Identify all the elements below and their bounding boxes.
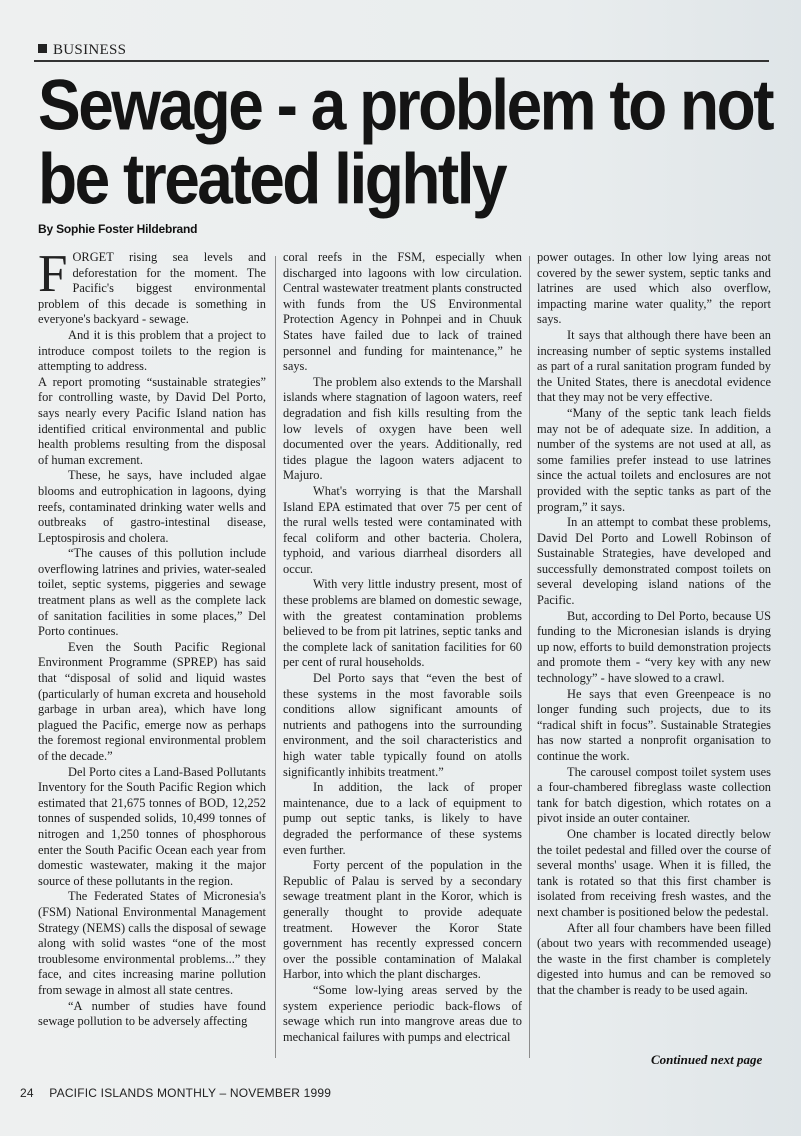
article-column-3 <box>537 250 771 999</box>
paragraph-text: “Some low-lying areas served by the system experience periodic back-flows of sewage which run into mangrove areas due to mechanical failures with pumps and electrical <box>283 982 522 1044</box>
paragraph-text: But, according to Del Porto, because US funding to the Micronesian islands is drying up now, efforts to build demonstration projects and promote them - “very key with any new technology” - have slowed to a crawl. <box>537 608 771 686</box>
article-paragraph <box>537 827 771 921</box>
article-paragraph <box>283 983 522 1045</box>
drop-cap: F <box>38 245 68 303</box>
paragraph-text: In addition, the lack of proper maintenance, due to a lack of equipment to pump out septic tanks, is likely to have degraded the performance of these systems even further. <box>283 780 522 857</box>
article-paragraph <box>537 515 771 609</box>
column-divider <box>275 256 276 1058</box>
column-divider <box>529 256 530 1058</box>
article-paragraph <box>38 999 266 1030</box>
paragraph-text: “The causes of this pollution include overflowing latrines and privies, water-sealed toilet, septic systems, piggeries and sewage treatment plans as well as the complete lack of sanitation facilities in some places,” Del Porto continues. <box>38 546 266 639</box>
section-label: BUSINESS <box>38 42 126 59</box>
article-paragraph <box>537 921 771 999</box>
paragraph-text: Even the South Pacific Regional Environment Programme (SPREP) has said that “disposal of solid and liquid wastes (particularly of human excreta and household garbage in urban area), which have long plagued the Pacific, emerge now as perhaps the foremost regional environmental problem of the decade.” <box>38 639 266 763</box>
headline: Sewage - a problem to not be treated lightly <box>38 64 773 220</box>
paragraph-text: What's worrying is that the Marshall Island EPA estimated that over 75 per cent of the rural wells tested were contaminated with fecal coliform and other bacteria. Cholera, typhoid, and various diarrheal disorders all occur. <box>283 483 522 576</box>
article-paragraph <box>283 858 522 983</box>
article-paragraph <box>537 765 771 827</box>
paragraph-text: coral reefs in the FSM, especially when discharged into lagoons with low circulation. Central wastewater treatment plants constructed with funds from the US Environmental Protection Agency in Pohnpei and in Chuuk States have failed due to lack of trained personnel and funding for maintenance,” he says. <box>283 250 522 374</box>
article-paragraph <box>283 250 522 375</box>
paragraph-text: He says that even Greenpeace is no longer funding such projects, due to its “radical shift in focus”. Sustainable Strategies has now started a nonprofit organisation to continue the work. <box>537 686 771 763</box>
paragraph-text: These, he says, have included algae blooms and eutrophication in lagoons, dying reefs, contaminated drinking water wells and outbreaks of gastro-intestinal disease, Leptospirosis and cholera. <box>38 468 266 545</box>
article-paragraph <box>537 687 771 765</box>
paragraph-text: A report promoting “sustainable strategies” for controlling waste, by David Del Porto, says nearly every Pacific Island nation has identified critical environmental and public health problems resulting from the disposal of human excrement. <box>38 374 266 467</box>
section-square-icon <box>38 44 47 53</box>
paragraph-text: It says that although there have been an increasing number of septic systems installed as part of a rural sanitation program funded by the United States, there is anecdotal evidence that they may not be very effective. <box>537 327 771 405</box>
article-paragraph <box>283 671 522 780</box>
page-footer <box>20 1086 331 1100</box>
paragraph-text: The carousel compost toilet system uses a four-chambered fibreglass waste collection tank for batch digestion, which rotates on a pivot inside an outer container. <box>537 764 771 826</box>
article-paragraph <box>283 577 522 671</box>
paragraph-text: Forty percent of the population in the Republic of Palau is served by a secondary sewage treatment plant in the Koror, which is generally thought to provide adequate treatment. However the Koror State government has recently expressed concern over the possible contamination of Malakal Harbor, into which the plant discharges. <box>283 858 522 982</box>
paragraph-text: After all four chambers have been filled (about two years with recommended useage) the waste in the first chamber is completely digested into humus and can be removed so that the chamber is ready to be used again. <box>537 920 771 997</box>
paragraph-text: ORGET rising sea levels and deforestation for the moment. The Pacific's biggest environmental problem of this decade is something in everyone's backyard - sewage. <box>38 250 266 327</box>
paragraph-text: The Federated States of Micronesia's (FSM) National Environmental Management Strategy (NEMS) calls the disposal of sewage along with solid wastes “one of the most troublesome environmental problems...” they face, and cites increasing marine pollution from sewage in almost all state centres. <box>38 889 266 997</box>
paragraph-text: Del Porto says that “even the best of these systems in the most favorable soils conditions allow significant amounts of nutrients and pathogens into the surrounding environment, and the soil characteristics and high water table typically found on atolls significantly inhibits treatment.” <box>283 671 522 779</box>
page-number: 24 <box>20 1086 34 1100</box>
article-paragraph <box>38 375 266 469</box>
article-paragraph <box>537 250 771 328</box>
paragraph-text: “Many of the septic tank leach fields may not be of adequate size. In addition, a number of the systems are not used at all, as some families prefer instead to use latrines since the actual toilets and enclosures are not provided with the septic tanks as part of the program,” it says. <box>537 405 771 514</box>
article-paragraph <box>38 546 266 640</box>
article-paragraph <box>283 780 522 858</box>
paragraph-text: “A number of studies have found sewage pollution to be adversely affecting <box>38 998 266 1029</box>
article-paragraph <box>38 245 266 328</box>
publication-name: PACIFIC ISLANDS MONTHLY – NOVEMBER 1999 <box>49 1086 332 1100</box>
top-rule <box>34 60 769 62</box>
paragraph-text: One chamber is located directly below the toilet pedestal and filled over the course of several months' usage. When it is filled, the tank is rotated so that this first chamber is isolated from receiving fresh wastes, and the next chamber is positioned below the pedestal. <box>537 826 771 919</box>
article-column-1 <box>38 245 266 1030</box>
paragraph-text: The problem also extends to the Marshall islands where stagnation of lagoon waters, reef degradation and fish kills resulting from the low levels of oxygen have been well documented over the years. Additionally, red tides plague the lagoon waters adjacent to Majuro. <box>283 374 522 483</box>
article-paragraph <box>38 765 266 890</box>
article-paragraph <box>38 640 266 765</box>
article-paragraph <box>537 328 771 406</box>
byline: By Sophie Foster Hildebrand <box>38 222 198 236</box>
paragraph-text: power outages. In other low lying areas not covered by the sewer system, septic tanks and latrines are used which also overflow, impacting marine water quality,” the report says. <box>537 250 771 327</box>
continued-note: Continued next page <box>651 1052 763 1067</box>
article-paragraph <box>38 328 266 375</box>
paragraph-text: With very little industry present, most of these problems are blamed on domestic sewage, with the greatest contamination problems believed to be from pit latrines, septic tanks and the complete lack of sanitation facilities for 60 per cent of rural households. <box>283 577 522 670</box>
article-paragraph <box>283 375 522 484</box>
article-paragraph <box>537 609 771 687</box>
paragraph-text: And it is this problem that a project to introduce compost toilets to the region is attempting to address. <box>38 327 266 374</box>
paragraph-text: In an attempt to combat these problems, David Del Porto and Lowell Robinson of Sustainable Strategies, have developed and successfully demonstrated compost toilets on several developing island nations of the Pacific. <box>537 515 771 608</box>
paragraph-text: Del Porto cites a Land-Based Pollutants Inventory for the South Pacific Region which estimated that 21,675 tonnes of BOD, 12,252 tonnes of suspended solids, 10,499 tonnes of nitrogen and 1,250 tonnes of phosphorous enter the South Pacific Ocean each year from domestic wastewater, making it the major source of these pollutants in the region. <box>38 764 266 888</box>
article-paragraph <box>283 484 522 578</box>
article-column-2 <box>283 250 522 1045</box>
article-paragraph <box>38 889 266 998</box>
article-paragraph <box>537 406 771 515</box>
article-paragraph <box>38 468 266 546</box>
